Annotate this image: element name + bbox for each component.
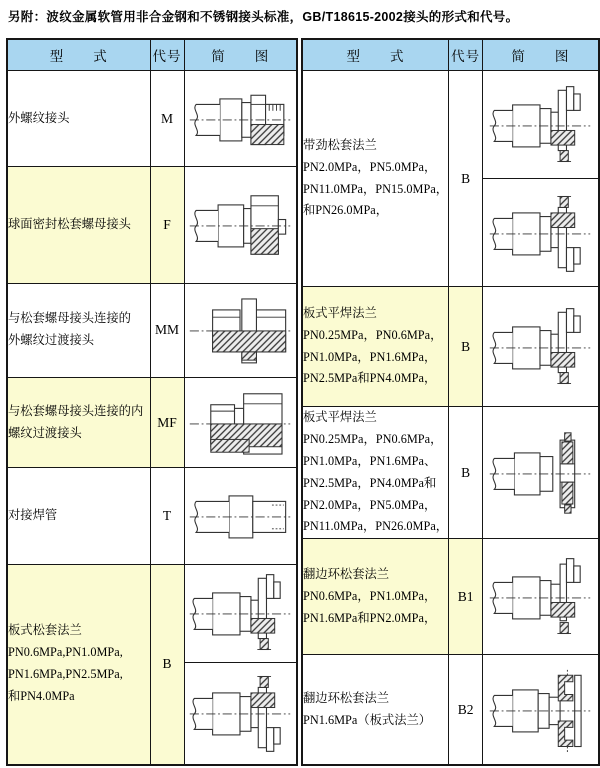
- type-column-header: 型 式: [302, 39, 449, 71]
- fitting-table-row: [302, 539, 599, 655]
- fitting-type-text: 螺纹过渡接头: [8, 425, 82, 440]
- diagram-column-header: 简 图: [184, 39, 297, 71]
- fitting-table-row: [7, 167, 297, 283]
- fitting-type-text: PN2.0MPa，PN5.0MPa，: [303, 159, 437, 174]
- spherical-loose-nut-fitting-diagram-icon: [187, 183, 293, 267]
- fitting-type-cell: [7, 71, 150, 167]
- fitting-code-cell: B: [449, 287, 483, 407]
- right-fitting-table: [301, 38, 600, 766]
- fitting-table-row: [7, 377, 297, 467]
- fitting-type-cell: [302, 287, 449, 407]
- fitting-diagram-cell: [184, 283, 297, 377]
- fitting-type-text: PN2.5MPa，PN4.0MPa和: [303, 475, 437, 490]
- fitting-type-text: 外螺纹接头: [8, 110, 70, 125]
- fitting-type-text: PN1.6MPa,PN2.5MPa,: [8, 667, 123, 682]
- fitting-type-text: PN0.6MPa，PN1.0MPa，: [303, 588, 437, 603]
- plate-weld-flange-section-diagram-icon: [487, 431, 593, 515]
- fitting-diagram-cell: [184, 564, 297, 662]
- fitting-diagram-cell: [483, 71, 599, 179]
- male-thread-fitting-diagram-icon: [187, 77, 293, 161]
- fitting-diagram-cell: [184, 468, 297, 564]
- fitting-type-cell: [302, 71, 449, 287]
- fitting-table-row: [302, 655, 599, 765]
- fitting-table-row: [7, 71, 297, 167]
- fitting-type-text: 球面密封松套螺母接头: [8, 217, 131, 232]
- fitting-table-row: [302, 71, 599, 179]
- fitting-type-text: 对接焊管: [8, 507, 58, 522]
- fitting-table-row: [7, 564, 297, 662]
- fitting-code-cell: B2: [449, 655, 483, 765]
- fitting-diagram-cell: [483, 287, 599, 407]
- fitting-type-cell: [302, 407, 449, 539]
- fitting-type-cell: [7, 377, 150, 467]
- fitting-type-text: PN0.25MPa，PN0.6MPa，: [303, 327, 443, 342]
- fitting-type-text: 板式平焊法兰: [303, 410, 377, 424]
- plate-weld-flange-diagram-icon: [487, 305, 593, 389]
- fitting-type-text: PN0.25MPa，PN0.6MPa，: [303, 431, 443, 446]
- right-table-body: [302, 71, 599, 765]
- type-column-header: 型 式: [7, 39, 150, 71]
- fitting-type-cell: [7, 564, 150, 765]
- code-column-header: 代号: [150, 39, 184, 71]
- fitting-type-text: PN1.0MPa，PN1.6MPa，: [303, 349, 437, 364]
- fitting-code-cell: MM: [150, 283, 184, 377]
- fitting-diagram-cell: [184, 71, 297, 167]
- fitting-type-cell: [302, 655, 449, 765]
- fitting-diagram-cell: [184, 377, 297, 467]
- fitting-diagram-cell: [483, 179, 599, 287]
- fitting-type-text: 与松套螺母接头连接的: [8, 311, 131, 326]
- fitting-type-text: 板式松套法兰: [8, 623, 82, 638]
- fitting-table-row: [302, 407, 599, 539]
- flanged-ring-loose-flange-diagram-icon: [487, 555, 593, 639]
- fitting-type-text: 带劲松套法兰: [303, 137, 377, 152]
- fitting-type-text: 和PN26.0MPa，: [303, 203, 389, 218]
- fitting-code-cell: B: [449, 71, 483, 287]
- page-title: 另附：波纹金属软管用非合金钢和不锈钢接头标准，GB/T18615-2002接头的形式和代号。: [8, 10, 519, 24]
- fitting-type-text: 外螺纹过渡接头: [8, 333, 95, 348]
- fitting-code-cell: T: [150, 468, 184, 564]
- fitting-type-text: 板式平焊法兰: [303, 305, 377, 320]
- fitting-diagram-cell: [483, 655, 599, 765]
- male-male-adapter-diagram-icon: [187, 288, 293, 372]
- fitting-code-cell: M: [150, 71, 184, 167]
- fitting-diagram-cell: [184, 662, 297, 764]
- fitting-diagram-cell: [483, 407, 599, 539]
- table-header-row: [7, 39, 297, 71]
- plate-loose-flange-front-diagram-icon: [187, 571, 293, 655]
- fitting-diagram-cell: [184, 167, 297, 283]
- fitting-tables: [6, 38, 600, 766]
- fitting-type-text: PN2.0MPa，PN5.0MPa，: [303, 497, 437, 512]
- butt-weld-pipe-diagram-icon: [187, 474, 293, 558]
- fitting-type-text: PN2.5MPa和PN4.0MPa，: [303, 371, 437, 386]
- fitting-table-row: [7, 283, 297, 377]
- fitting-type-text: PN1.0MPa，PN1.6MPa、: [303, 453, 437, 468]
- fitting-type-text: PN0.6MPa,PN1.0MPa,: [8, 645, 123, 660]
- fitting-type-cell: [7, 283, 150, 377]
- diagram-column-header: 简 图: [483, 39, 599, 71]
- fitting-type-cell: [7, 167, 150, 283]
- fitting-code-cell: B1: [449, 539, 483, 655]
- fitting-type-text: 和PN4.0MPa: [8, 689, 75, 704]
- left-table-body: [7, 71, 297, 765]
- fitting-code-cell: B: [449, 407, 483, 539]
- fitting-type-text: PN11.0MPa，PN15.0MPa，: [303, 181, 449, 196]
- fitting-type-text: PN11.0MPa，PN26.0MPa，: [303, 519, 449, 534]
- neck-loose-flange-front-diagram-icon: [487, 83, 593, 167]
- fitting-type-text: PN1.6MPa和PN2.0MPa，: [303, 610, 437, 625]
- fitting-type-text: 翻边环松套法兰: [303, 566, 390, 581]
- fitting-code-cell: MF: [150, 377, 184, 467]
- fitting-table-row: [302, 287, 599, 407]
- fitting-code-cell: F: [150, 167, 184, 283]
- left-fitting-table: [6, 38, 298, 766]
- fitting-type-text: PN1.6MPa（板式法兰）: [303, 712, 432, 727]
- table-header-row: [302, 39, 599, 71]
- male-female-adapter-diagram-icon: [187, 381, 293, 465]
- plate-loose-flange-section-diagram-icon: [187, 671, 293, 755]
- fitting-table-row: [7, 468, 297, 564]
- fitting-type-text: 与松套螺母接头连接的内: [8, 403, 144, 418]
- fitting-type-cell: [7, 468, 150, 564]
- fitting-type-text: 翻边环松套法兰: [303, 690, 390, 705]
- neck-loose-flange-section-diagram-icon: [487, 191, 593, 275]
- flanged-ring-plate-flange-diagram-icon: [487, 668, 593, 752]
- fitting-code-cell: B: [150, 564, 184, 765]
- fitting-diagram-cell: [483, 539, 599, 655]
- code-column-header: 代号: [449, 39, 483, 71]
- fitting-type-cell: [302, 539, 449, 655]
